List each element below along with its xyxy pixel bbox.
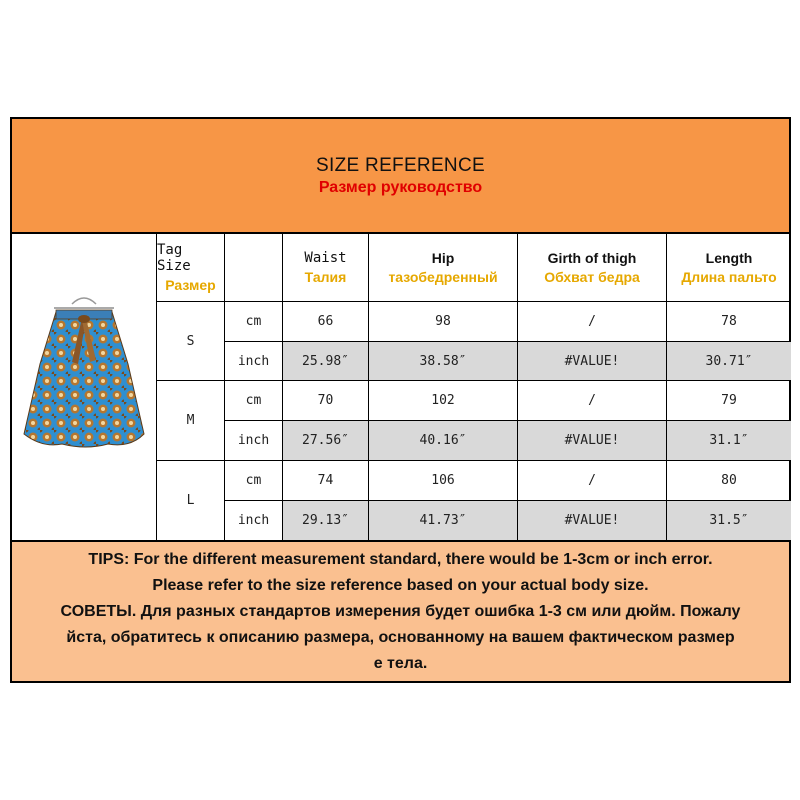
- thigh-inch: #VALUE!: [518, 342, 667, 381]
- header-unit-blank: [225, 234, 283, 302]
- hip-cm: 98: [369, 302, 518, 342]
- hip-inch: 38.58″: [369, 342, 518, 381]
- chart-title: SIZE REFERENCE: [316, 155, 485, 176]
- waist-inch: 29.13″: [283, 501, 369, 540]
- header-tag-size-label: Tag Size: [157, 242, 191, 274]
- header-length-ru: Длина пальто: [681, 269, 777, 285]
- header-length-label: Length: [705, 250, 753, 266]
- thigh-cm: /: [518, 381, 667, 421]
- unit-inch: inch: [225, 421, 283, 461]
- header-waist-label: Waist: [304, 250, 347, 266]
- header-thigh-label: Girth of thigh: [547, 250, 637, 266]
- tips-line: TIPS: For the different measurement standard, there would be 1-3cm or inch error.: [88, 551, 713, 568]
- length-inch: 30.71″: [667, 342, 791, 381]
- length-inch: 31.5″: [667, 501, 791, 540]
- unit-cm: cm: [225, 302, 283, 342]
- thigh-inch: #VALUE!: [518, 501, 667, 540]
- tips-line: СОВЕТЫ. Для разных стандартов измерения будет ошибка 1-3 см или дюйм. Пожалу: [60, 603, 741, 620]
- header-tag-size-ru: Размер: [165, 277, 216, 293]
- header-thigh: [518, 234, 667, 302]
- waist-inch: 27.56″: [283, 421, 369, 461]
- thigh-inch: #VALUE!: [518, 421, 667, 461]
- unit-inch: inch: [225, 342, 283, 381]
- header-length: [667, 234, 791, 302]
- header-waist-ru: Талия: [304, 269, 347, 285]
- tips-line: Please refer to the size reference based on your actual body size.: [152, 577, 649, 594]
- length-cm: 78: [667, 302, 791, 342]
- hip-cm: 106: [369, 461, 518, 501]
- header-thigh-ru: Обхват бедра: [544, 269, 640, 285]
- header-hip: [369, 234, 518, 302]
- header-waist: [283, 234, 369, 302]
- thigh-cm: /: [518, 461, 667, 501]
- unit-cm: cm: [225, 461, 283, 501]
- length-inch: 31.1″: [667, 421, 791, 461]
- hip-inch: 40.16″: [369, 421, 518, 461]
- thigh-cm: /: [518, 302, 667, 342]
- tips-box: [12, 540, 789, 681]
- waist-cm: 70: [283, 381, 369, 421]
- tips-line: е тела.: [373, 655, 428, 672]
- hip-inch: 41.73″: [369, 501, 518, 540]
- tips-line: йста, обратитесь к описанию размера, основанному на вашем фактическом размер: [66, 629, 735, 646]
- length-cm: 79: [667, 381, 791, 421]
- waist-cm: 66: [283, 302, 369, 342]
- waist-inch: 25.98″: [283, 342, 369, 381]
- size-table: [157, 234, 791, 540]
- size-label-s: S: [157, 302, 225, 381]
- header-tag-size: [157, 234, 225, 302]
- waist-cm: 74: [283, 461, 369, 501]
- chart-subtitle: Размер руководство: [318, 179, 483, 196]
- hip-cm: 102: [369, 381, 518, 421]
- header-hip-ru: тазобедренный: [388, 269, 498, 285]
- header-hip-label: Hip: [431, 250, 455, 266]
- product-image: [12, 234, 157, 540]
- unit-cm: cm: [225, 381, 283, 421]
- length-cm: 80: [667, 461, 791, 501]
- size-label-m: M: [157, 381, 225, 461]
- skirt-product-photo-icon: [12, 234, 156, 540]
- size-chart: [10, 117, 791, 683]
- size-label-l: L: [157, 461, 225, 540]
- unit-inch: inch: [225, 501, 283, 540]
- chart-header: [12, 119, 789, 234]
